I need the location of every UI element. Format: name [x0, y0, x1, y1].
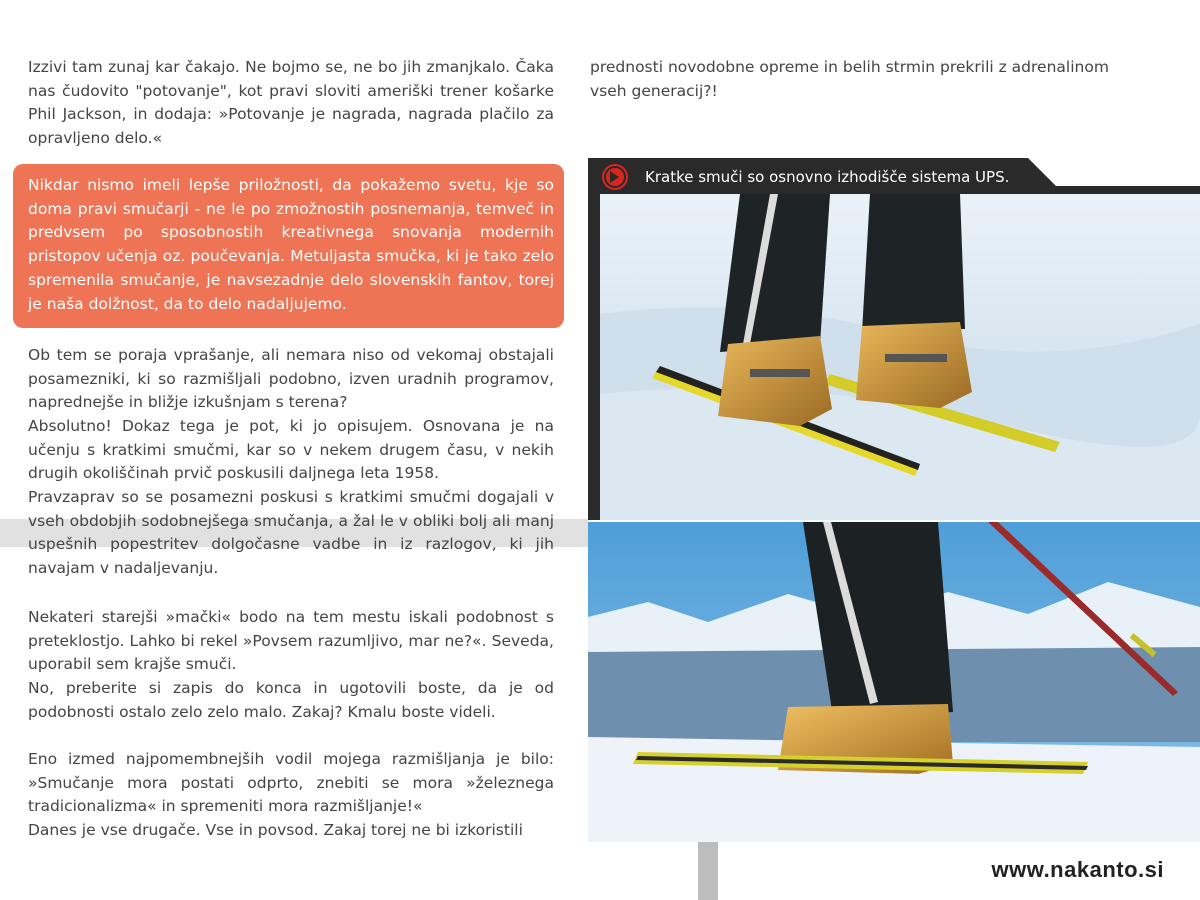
paragraph-today: Danes je vse drugače. Vse in povsod. Zakaj torej ne bi izkoristili — [28, 821, 523, 839]
paragraph-question: Ob tem se poraja vprašanje, ali nemara niso od vekomaj obstajali posamezniki, ki so razmišljali podobno, izven uradnih programov, naprednejše in bližje izkušnjam s terena? — [28, 346, 554, 412]
paragraph-answer: Absolutno! Dokaz tega je pot, ki jo opisujem. Osnovana je na učenju s kratkimi smučmi, kar so v nekem drugem času, v nekih drugih okoliščinah prvič poskusili daljnega leta 1958. — [28, 417, 554, 483]
paragraph-intro: Izzivi tam zunaj kar čakajo. Ne bojmo se, ne bo jih zmanjkalo. Čaka nas čudovito "potovanje", kot pravi sloviti ameriški trener košarke Phil Jackson, in dodaja: »Potovanje je nagrada, nagrada plačilo za opravljeno delo.« — [28, 58, 554, 148]
photo-caption: Kratke smuči so osnovno izhodišče sistema UPS. — [645, 168, 1010, 186]
paragraph-guideline: Eno izmed najpomembnejših vodil mojega razmišljanja je bilo: »Smučanje mora postati odprto, znebiti se mora »železnega tradicionalizma« in spremeniti mora razmišljanje!« — [28, 750, 554, 816]
photo-ski-boot-mountains — [588, 522, 1200, 842]
photo-ski-boots-snow — [600, 194, 1200, 520]
photo-frame-strip — [588, 194, 600, 520]
decorative-gray-strip — [698, 842, 718, 900]
callout-text: Nikdar nismo imeli lepše priložnosti, da pokažemo svetu, kje so doma pravi smučarji - ne le po zmožnostih posnemanja, temveč in predvsem po sposobnostih kreativnega snovanja modernih pristopov učenja oz. poučevanja. Metuljasta smučka, ki je tako zelo spremenila smučanje, je navsezadnje delo slovenskih fantov, torej je naša dolžnost, da to delo nadaljujemo. — [28, 176, 554, 313]
paragraph-read-on: No, preberite si zapis do konca in ugotovili boste, da je od podobnosti ostalo zelo zelo malo. Zakaj? Kmalu boste videli. — [28, 679, 554, 721]
right-column-text: prednosti novodobne opreme in belih strmin prekrili z adrenalinom vseh generacij?! — [590, 58, 1109, 100]
paragraph-veterans: Nekateri starejši »mački« bodo na tem mestu iskali podobnost s preteklostjo. Lahko bi rekel »Povsem razumljivo, mar ne?«. Seveda, uporabil sem krajše smuči. — [28, 608, 554, 674]
arrow-right-circle-icon — [600, 162, 630, 192]
paragraph-history: Pravzaprav so se posamezni poskusi s kratkimi smučmi dogajali v vseh obdobjih sodobnejšega smučanja, a žal le v obliki bolj ali manj uspešnih popestritev dolgočasne vadbe in iz razlogov, ki jih navajam v nadaljevanju. — [28, 488, 554, 578]
website-url: www.nakanto.si — [991, 857, 1164, 882]
